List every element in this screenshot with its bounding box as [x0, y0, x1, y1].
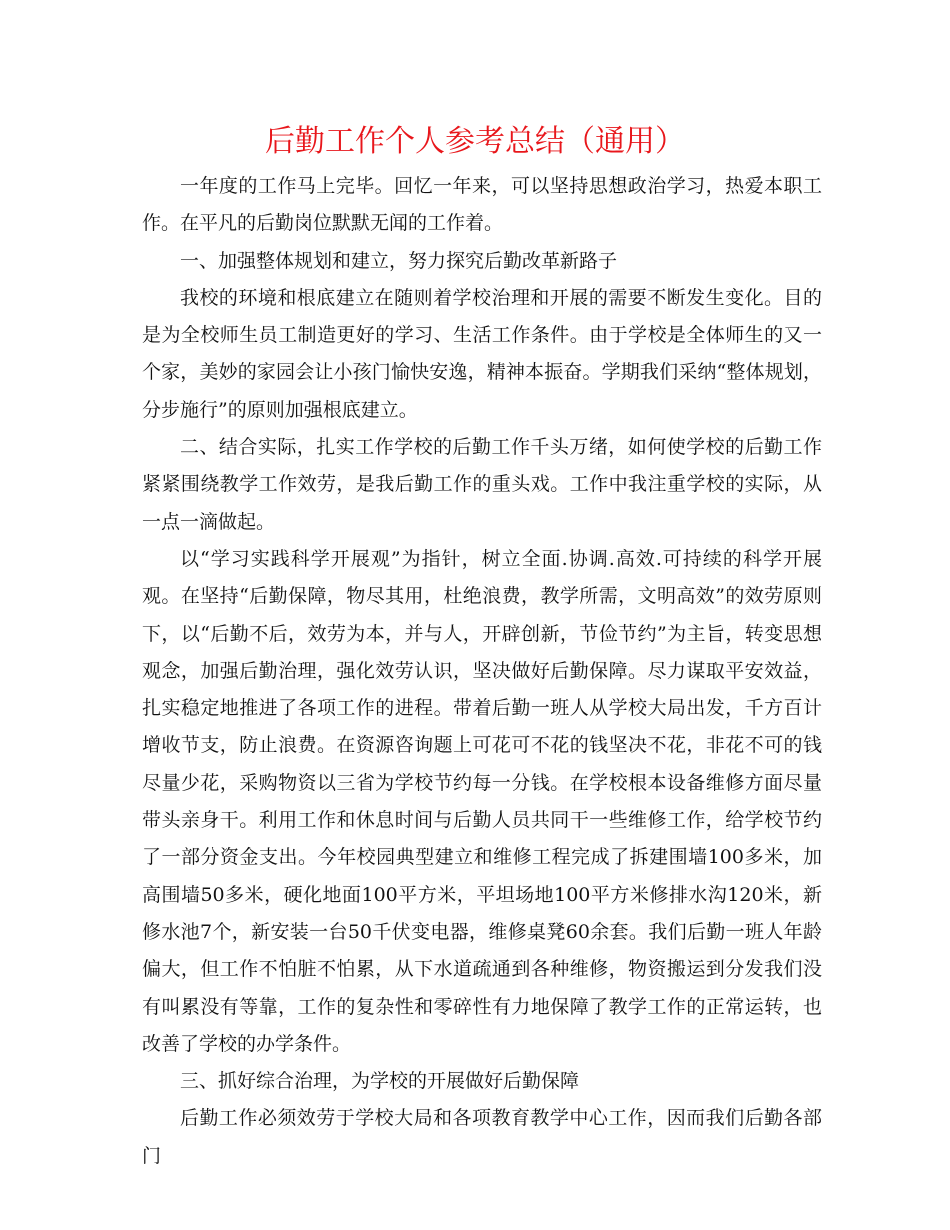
- paragraph: 后勤工作必须效劳于学校大局和各项教育教学中心工作，因而我们后勤各部门: [142, 1107, 822, 1167]
- section-heading: 三、抓好综合治理，为学校的开展做好后勤保障: [180, 1070, 580, 1093]
- section-heading: 一、加强整体规划和建立，努力探究后勤改革新路子: [180, 249, 618, 272]
- document-title: 后勤工作个人参考总结（通用）: [265, 124, 685, 159]
- document-body: [142, 168, 822, 1175]
- paragraph: 一年度的工作马上完毕。回忆一年来，可以坚持思想政治学习，热爱本职工作。在平凡的后勤岗位默默无闻的工作着。: [142, 175, 822, 235]
- section-heading: 二、结合实际，扎实工作学校的后勤工作千头万绪，如何使学校的后勤工作紧紧围绕教学工作效劳，是我后勤工作的重头戏。工作中我注重学校的实际，从一点一滴做起。: [142, 436, 822, 533]
- paragraph: 我校的环境和根底建立在随则着学校治理和开展的需要不断发生变化。目的是为全校师生员工制造更好的学习、生活工作条件。由于学校是全体师生的又一个家，美妙的家园会让小孩门愉快安逸，精神本振奋。学期我们采纳“整体规划，分步施行”的原则加强根底建立。: [142, 286, 822, 421]
- paragraph: 以“学习实践科学开展观”为指针，树立全面.协调.高效.可持续的科学开展观。在坚持“后勤保障，物尽其用，杜绝浪费，教学所需，文明高效”的效劳原则下，以“后勤不后，效劳为本，并与人，开辟创新，节俭节约”为主旨，转变思想观念，加强后勤治理，强化效劳认识，坚决做好后勤保障。尽力谋取平安效益，扎实稳定地推进了各项工作的进程。带着后勤一班人从学校大局出发，千方百计增收节支，防止浪费。在资源咨询题上可花可不花的钱坚决不花，非花不可的钱尽量少花，采购物资以三省为学校节约每一分钱。在学校根本设备维修方面尽量带头亲身干。利用工作和休息时间与后勤人员共同干一些维修工作，给学校节约了一部分资金支出。今年校园典型建立和维修工程完成了拆建围墙100多米，加高围墙50多米，硬化地面100平方米，平坦场地100平方米修排水沟120米，新修水池7个，新安装一台50千伏变电器，维修桌凳60余套。我们后勤一班人年龄偏大，但工作不怕脏不怕累，从下水道疏通到各种维修，物资搬运到分发我们没有叫累没有等靠，工作的复杂性和零碎性有力地保障了教学工作的正常运转，也改善了学校的办学条件。: [142, 547, 822, 1055]
